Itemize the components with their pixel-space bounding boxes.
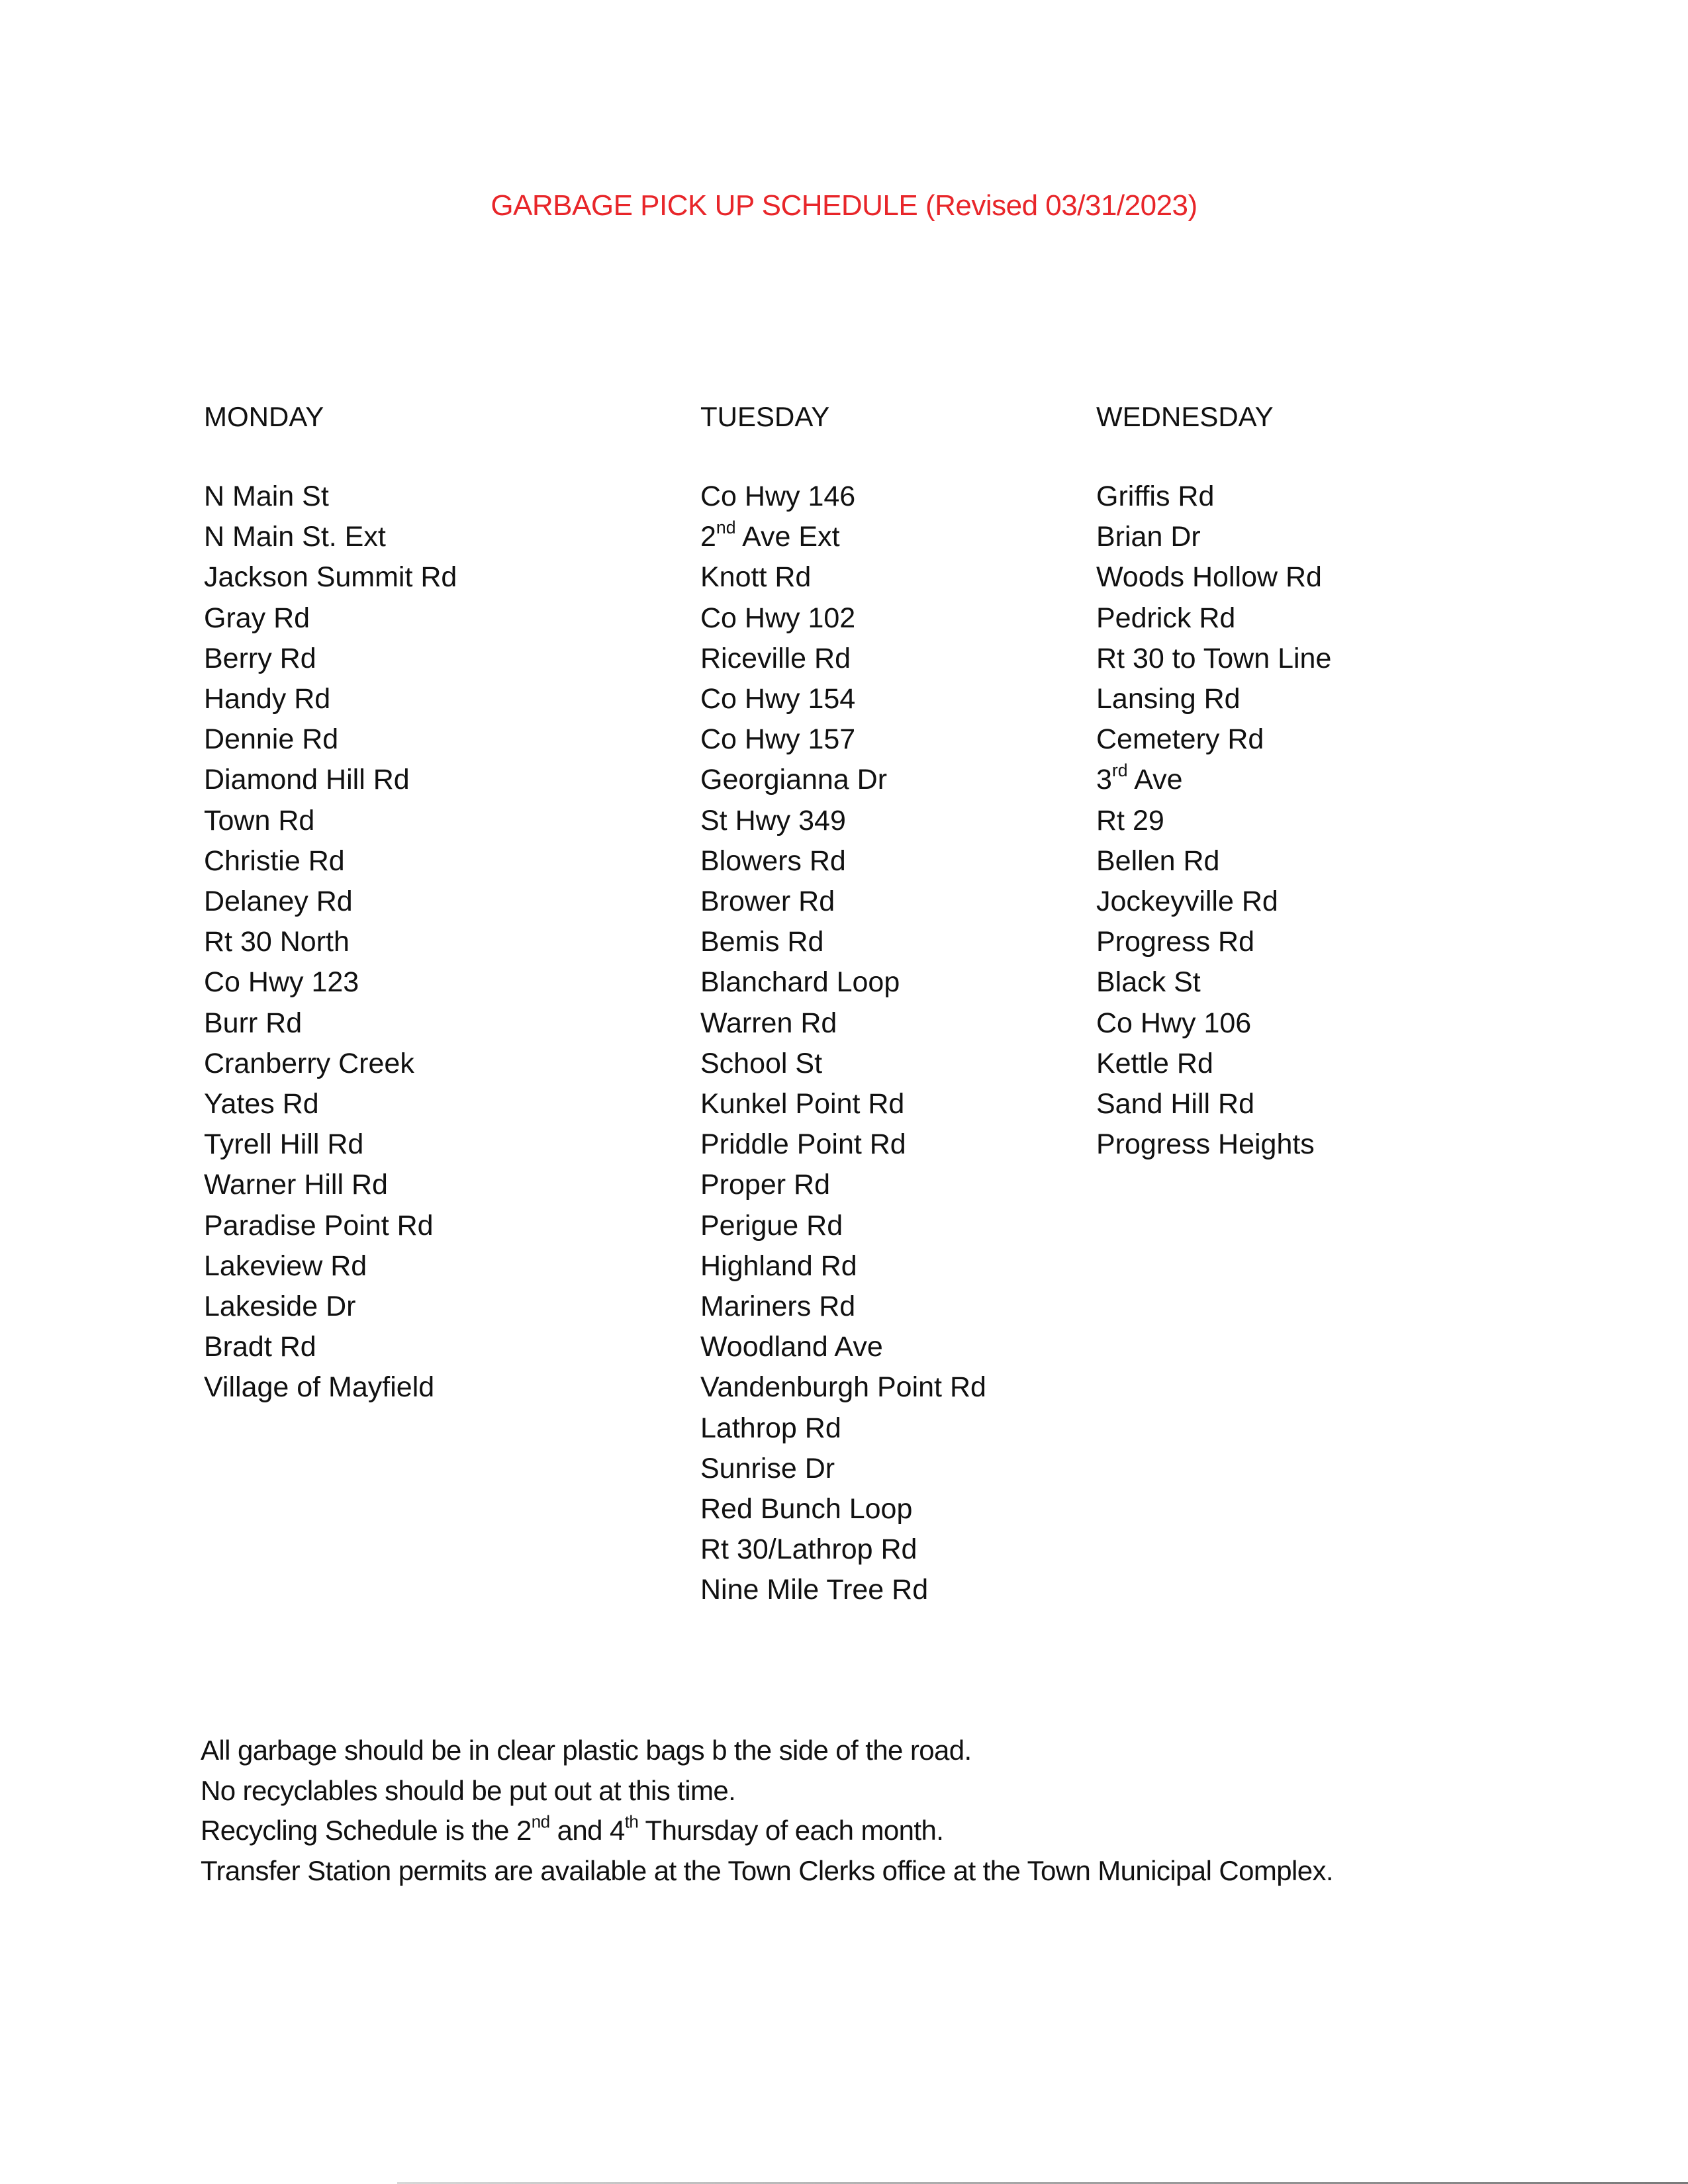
- day-heading-monday: MONDAY: [204, 401, 324, 432]
- street-name: Rt 30 to Town Line: [1096, 642, 1332, 674]
- street-name: Griffis Rd: [1096, 480, 1215, 512]
- street-name: Pedrick Rd: [1096, 602, 1236, 634]
- street-item: [1096, 841, 1331, 882]
- street-name: Co Hwy 146: [700, 480, 856, 512]
- street-name: Blanchard Loop: [700, 966, 900, 999]
- street-item: [204, 1124, 457, 1165]
- street-name: Lakeside Dr: [204, 1291, 356, 1323]
- street-name: Tyrell Hill Rd: [204, 1128, 364, 1161]
- street-item: [700, 1327, 986, 1367]
- street-item: [700, 1367, 986, 1408]
- ordinal-suffix: th: [624, 1811, 639, 1832]
- street-name: Rt 30/Lathrop Rd: [700, 1533, 917, 1566]
- street-name: Proper Rd: [700, 1169, 830, 1201]
- street-name: Lakeview Rd: [204, 1250, 367, 1282]
- street-item: [700, 1489, 986, 1529]
- street-item: [204, 1367, 457, 1408]
- street-item: [1096, 517, 1331, 557]
- street-item: [204, 922, 457, 962]
- street-name: Red Bunch Loop: [700, 1493, 913, 1525]
- notes-section: [201, 1731, 1333, 1891]
- street-item: [1096, 477, 1331, 517]
- street-item: [1096, 639, 1331, 679]
- street-name: Christie Rd: [204, 844, 345, 877]
- street-item: [1096, 679, 1331, 719]
- street-name: Handy Rd: [204, 683, 331, 715]
- street-name: Lathrop Rd: [700, 1412, 841, 1444]
- street-name: St Hwy 349: [700, 804, 846, 837]
- street-name: Co Hwy 154: [700, 683, 856, 715]
- street-list-monday: [204, 477, 457, 1408]
- street-item: [1096, 598, 1331, 639]
- street-item: [700, 841, 986, 882]
- street-name: 3: [1096, 764, 1112, 796]
- note-line: [201, 1851, 1333, 1891]
- street-item: [204, 1084, 457, 1124]
- street-name: Burr Rd: [204, 1007, 303, 1039]
- street-name-rest: Ave Ext: [735, 521, 840, 553]
- street-item: [700, 1165, 986, 1205]
- street-name: Mariners Rd: [700, 1291, 856, 1323]
- street-name: Sunrise Dr: [700, 1452, 835, 1484]
- monday-column: [204, 397, 457, 1408]
- street-name: Cemetery Rd: [1096, 723, 1264, 756]
- street-item: [204, 801, 457, 841]
- street-item: [1096, 882, 1331, 922]
- street-name: Kunkel Point Rd: [700, 1088, 905, 1120]
- street-item: [1096, 557, 1331, 598]
- street-item: [700, 598, 986, 639]
- street-name: Lansing Rd: [1096, 683, 1241, 715]
- ordinal-suffix: nd: [531, 1811, 550, 1832]
- note-text: Transfer Station permits are available at the Town Clerks office at the Town Municipal Complex.: [201, 1854, 1333, 1886]
- note-line: [201, 1731, 1333, 1771]
- street-item: [700, 719, 986, 760]
- street-item: [700, 557, 986, 598]
- day-heading-tuesday: TUESDAY: [700, 401, 830, 432]
- street-name: Jackson Summit Rd: [204, 561, 457, 594]
- note-line: [201, 1771, 1333, 1811]
- street-name: Brower Rd: [700, 886, 835, 918]
- street-name: Brian Dr: [1096, 521, 1201, 553]
- street-item: [1096, 760, 1331, 800]
- street-name: Highland Rd: [700, 1250, 857, 1282]
- street-name: Co Hwy 102: [700, 602, 856, 634]
- street-item: [1096, 922, 1331, 962]
- street-name: Knott Rd: [700, 561, 812, 594]
- note-line: [201, 1811, 1333, 1851]
- ordinal-suffix: nd: [716, 518, 736, 538]
- ordinal-suffix: rd: [1111, 760, 1128, 781]
- street-item: [700, 760, 986, 800]
- street-item: [700, 1003, 986, 1044]
- street-name: N Main St: [204, 480, 329, 512]
- street-item: [700, 1449, 986, 1489]
- street-name: Bemis Rd: [700, 926, 824, 958]
- street-item: [700, 1044, 986, 1084]
- street-item: [204, 1044, 457, 1084]
- street-item: [1096, 962, 1331, 1003]
- street-item: [204, 1165, 457, 1205]
- street-name: Georgianna Dr: [700, 764, 888, 796]
- street-item: [204, 557, 457, 598]
- street-item: [700, 1084, 986, 1124]
- street-list-tuesday: [700, 477, 986, 1611]
- note-text: No recyclables should be put out at this time.: [201, 1774, 736, 1806]
- street-item: [700, 801, 986, 841]
- street-item: [204, 1003, 457, 1044]
- street-name: Paradise Point Rd: [204, 1209, 434, 1242]
- street-item: [700, 882, 986, 922]
- street-name: Warner Hill Rd: [204, 1169, 388, 1201]
- street-name: Diamond Hill Rd: [204, 764, 410, 796]
- tuesday-column: [700, 397, 986, 1611]
- street-name: N Main St. Ext: [204, 521, 386, 553]
- note-text: and 4: [549, 1815, 625, 1846]
- street-name: Warren Rd: [700, 1007, 837, 1039]
- street-item: [204, 1246, 457, 1287]
- street-item: [700, 639, 986, 679]
- wednesday-column: [1096, 397, 1331, 1165]
- street-name: Bellen Rd: [1096, 844, 1220, 877]
- street-item: [204, 719, 457, 760]
- street-name: Vandenburgh Point Rd: [700, 1371, 986, 1404]
- street-item: [1096, 1124, 1331, 1165]
- street-item: [204, 760, 457, 800]
- street-name-rest: Ave: [1127, 764, 1183, 796]
- street-item: [204, 1287, 457, 1327]
- street-name: School St: [700, 1047, 823, 1079]
- street-item: [1096, 1044, 1331, 1084]
- note-text: Thursday of each month.: [638, 1815, 944, 1846]
- street-name: Town Rd: [204, 804, 315, 837]
- street-name: Riceville Rd: [700, 642, 851, 674]
- street-name: Bradt Rd: [204, 1331, 316, 1363]
- street-name: Co Hwy 123: [204, 966, 359, 999]
- street-name: Berry Rd: [204, 642, 316, 674]
- street-name: Co Hwy 157: [700, 723, 856, 756]
- note-text: All garbage should be in clear plastic bags b the side of the road.: [201, 1735, 972, 1766]
- street-item: [204, 679, 457, 719]
- street-item: [204, 477, 457, 517]
- street-item: [204, 639, 457, 679]
- note-text: Recycling Schedule is the 2: [201, 1815, 532, 1846]
- street-name: Black St: [1096, 966, 1201, 999]
- street-item: [700, 1246, 986, 1287]
- street-item: [700, 1287, 986, 1327]
- street-name: Delaney Rd: [204, 886, 353, 918]
- street-name: Gray Rd: [204, 602, 310, 634]
- street-item: [700, 922, 986, 962]
- document-title: GARBAGE PICK UP SCHEDULE (Revised 03/31/2023): [491, 189, 1197, 222]
- street-item: [700, 1408, 986, 1449]
- street-list-wednesday: [1096, 477, 1331, 1165]
- street-item: [204, 598, 457, 639]
- street-name: Woods Hollow Rd: [1096, 561, 1322, 594]
- street-name: Woodland Ave: [700, 1331, 883, 1363]
- street-item: [204, 882, 457, 922]
- street-name: Priddle Point Rd: [700, 1128, 906, 1161]
- street-name: Co Hwy 106: [1096, 1007, 1252, 1039]
- street-name: Dennie Rd: [204, 723, 339, 756]
- street-item: [700, 1124, 986, 1165]
- street-name: Sand Hill Rd: [1096, 1088, 1254, 1120]
- street-name: Jockeyville Rd: [1096, 886, 1278, 918]
- street-name: Kettle Rd: [1096, 1047, 1213, 1079]
- street-item: [700, 1206, 986, 1246]
- street-item: [700, 1570, 986, 1610]
- street-item: [700, 477, 986, 517]
- street-item: [204, 841, 457, 882]
- street-item: [700, 517, 986, 557]
- street-item: [204, 1206, 457, 1246]
- street-item: [1096, 1084, 1331, 1124]
- street-name: Progress Rd: [1096, 926, 1254, 958]
- street-item: [1096, 801, 1331, 841]
- street-item: [204, 1327, 457, 1367]
- street-name: Village of Mayfield: [204, 1371, 435, 1404]
- street-name: Yates Rd: [204, 1088, 319, 1120]
- street-item: [204, 962, 457, 1003]
- street-name: 2: [700, 521, 716, 553]
- street-name: Cranberry Creek: [204, 1047, 414, 1079]
- street-name: Blowers Rd: [700, 844, 846, 877]
- street-item: [700, 679, 986, 719]
- street-item: [1096, 719, 1331, 760]
- street-item: [204, 517, 457, 557]
- street-name: Rt 30 North: [204, 926, 350, 958]
- street-item: [700, 1529, 986, 1570]
- street-item: [1096, 1003, 1331, 1044]
- street-name: Rt 29: [1096, 804, 1164, 837]
- street-item: [700, 962, 986, 1003]
- street-name: Progress Heights: [1096, 1128, 1315, 1161]
- street-name: Perigue Rd: [700, 1209, 843, 1242]
- street-name: Nine Mile Tree Rd: [700, 1574, 929, 1606]
- day-heading-wednesday: WEDNESDAY: [1096, 401, 1274, 432]
